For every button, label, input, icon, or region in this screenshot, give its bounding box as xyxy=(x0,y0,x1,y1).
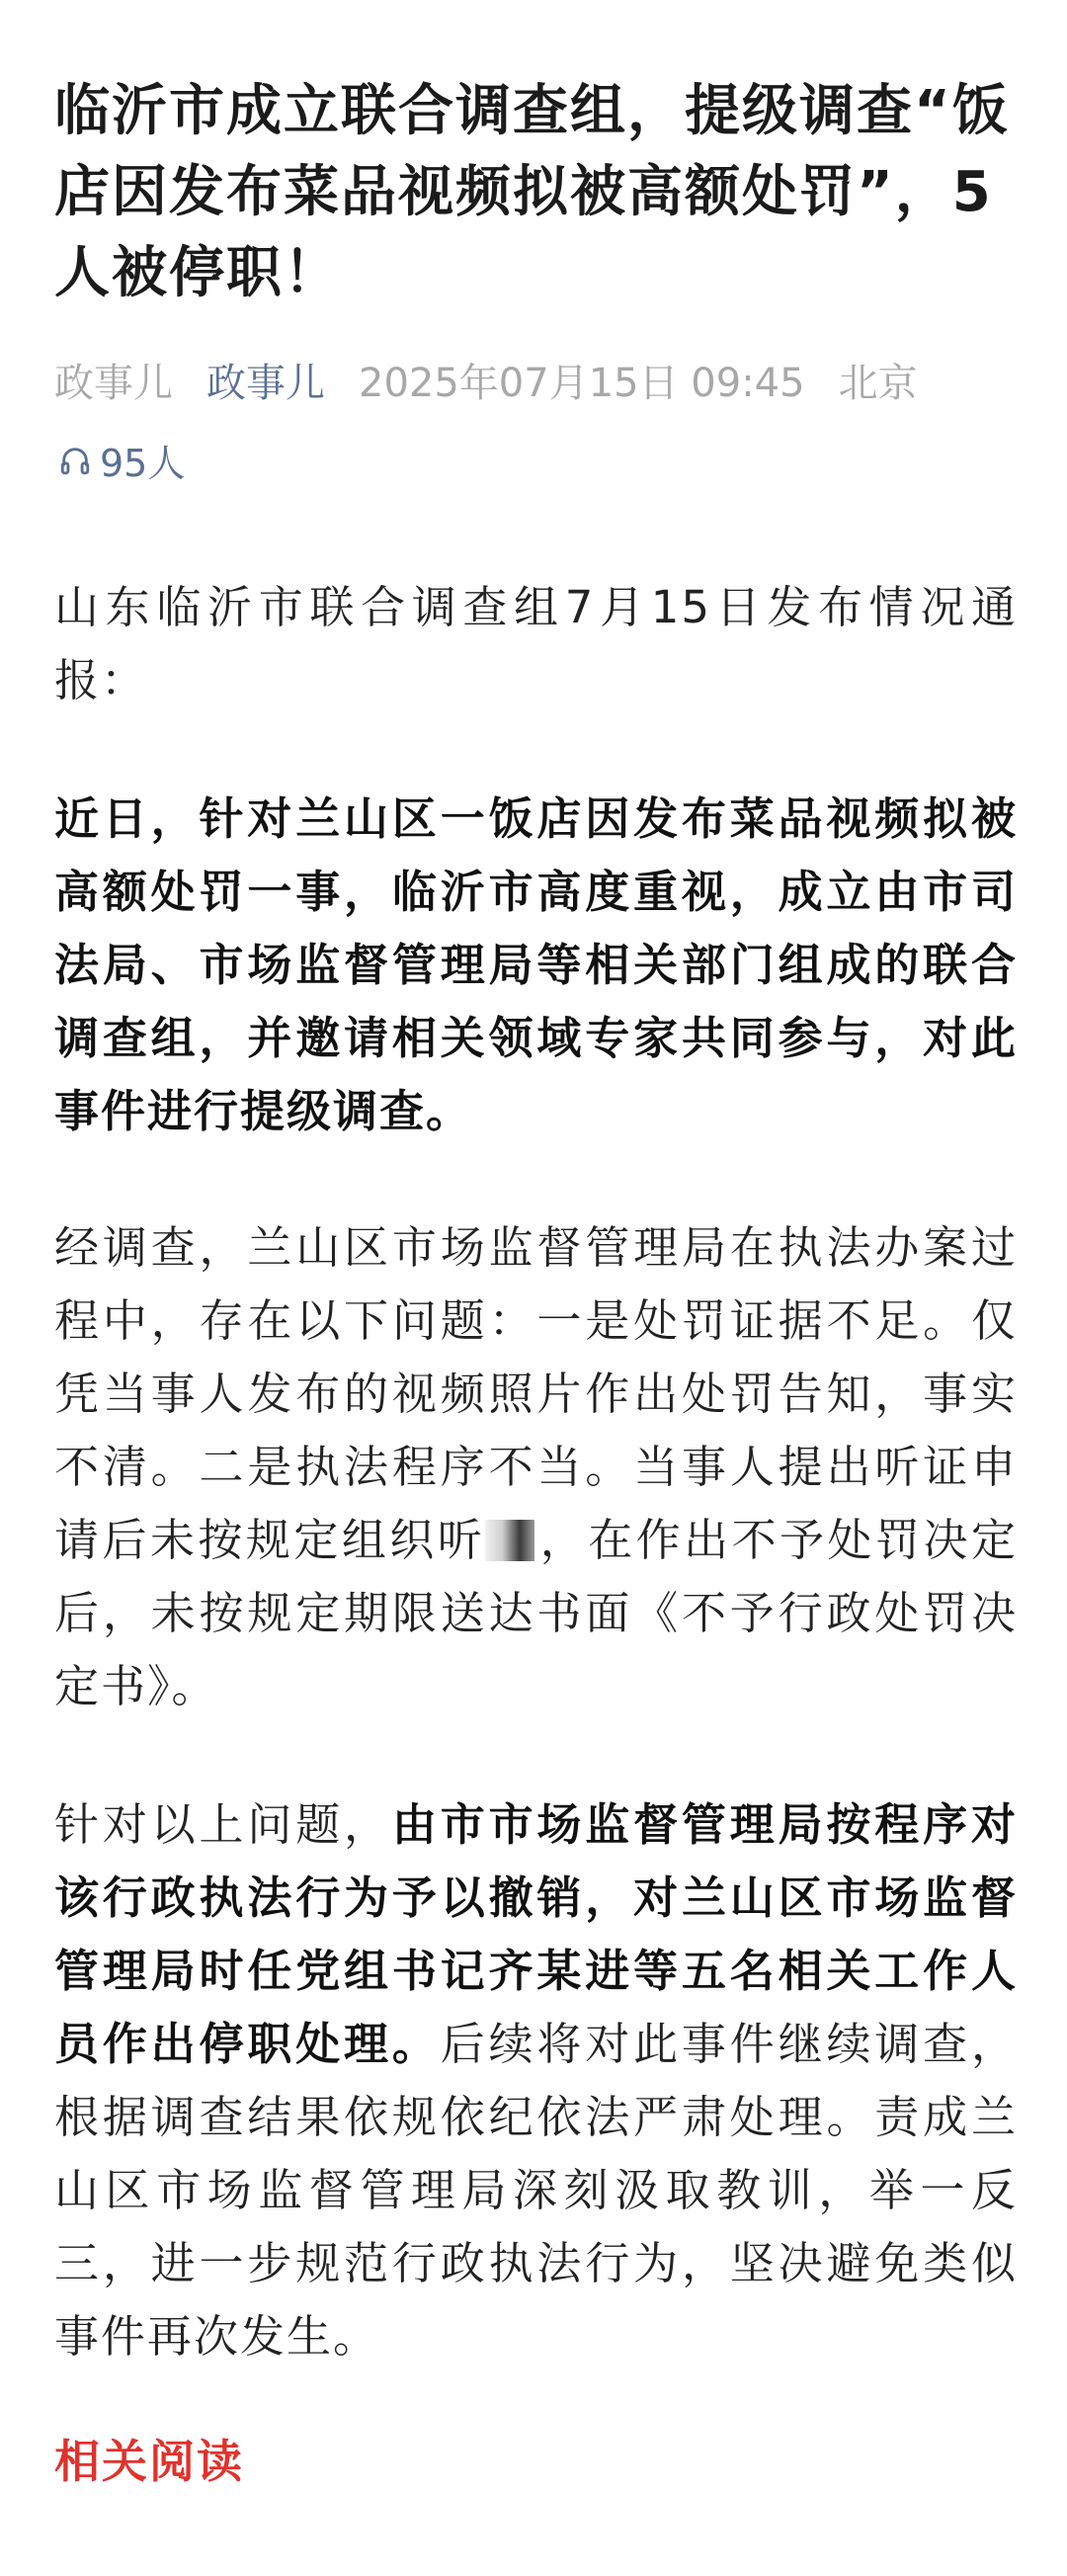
publish-datetime: 2025年07月15日 09:45 xyxy=(359,360,805,406)
author-link[interactable]: 政事儿 xyxy=(206,360,325,406)
article-title: 临沂市成立联合调查组，提级调查“饭店因发布菜品视频拟被高额处罚”，5人被停职！ xyxy=(54,79,1010,305)
actions-text-a: 针对以上问题， xyxy=(54,1798,392,1851)
headphones-icon xyxy=(58,444,92,477)
publish-location: 北京 xyxy=(838,360,918,406)
source-name: 政事儿 xyxy=(54,360,173,406)
paragraph-summary: 近日，针对兰山区一饭店因发布菜品视频拟被高额处罚一事，临沂市高度重视，成立由市司法局、市场监督管理局等相关部门组成的联合调查组，并邀请相关领域专家共同参与，对此事件进行提级调查。 xyxy=(54,792,1018,1137)
article-meta xyxy=(54,352,951,407)
findings-text-b: ，在作出不予处罚决定后，未按规定期限送达书面《不予行政处罚决定书》。 xyxy=(54,1514,1018,1712)
actions-text-bold: 由市市场监督管理局按程序对该行政执法行为予以撤销，对兰山区市场监督管理局时任党组书记齐某进等五名相关工作人员作出停职处理。 xyxy=(54,1798,1018,2070)
paragraph-findings xyxy=(54,1211,1018,1723)
listen-count[interactable] xyxy=(58,433,185,487)
actions-text-c: 后续将对此事件继续调查，根据调查结果依规依纪依法严肃处理。责成兰山区市场监督管理局深刻汲取教训，举一反三，进一步规范行政执法行为，坚决避免类似事件再次发生。 xyxy=(54,2018,1018,2363)
findings-text-a: 经调查，兰山区市场监督管理局在执法办案过程中，存在以下问题：一是处罚证据不足。仅凭当事人发布的视频照片作出处罚告知，事实不清。二是执法程序不当。当事人提出听证申请后未按规定组织听 xyxy=(54,1221,1018,1566)
listen-count-text: 95人 xyxy=(100,442,186,485)
paragraph-actions xyxy=(54,1788,1018,2373)
paragraph-intro: 山东临沂市联合调查组7月15日发布情况通报： xyxy=(54,581,1018,706)
related-reading-heading: 相关阅读 xyxy=(54,2435,244,2488)
redacted-image xyxy=(485,1520,534,1561)
